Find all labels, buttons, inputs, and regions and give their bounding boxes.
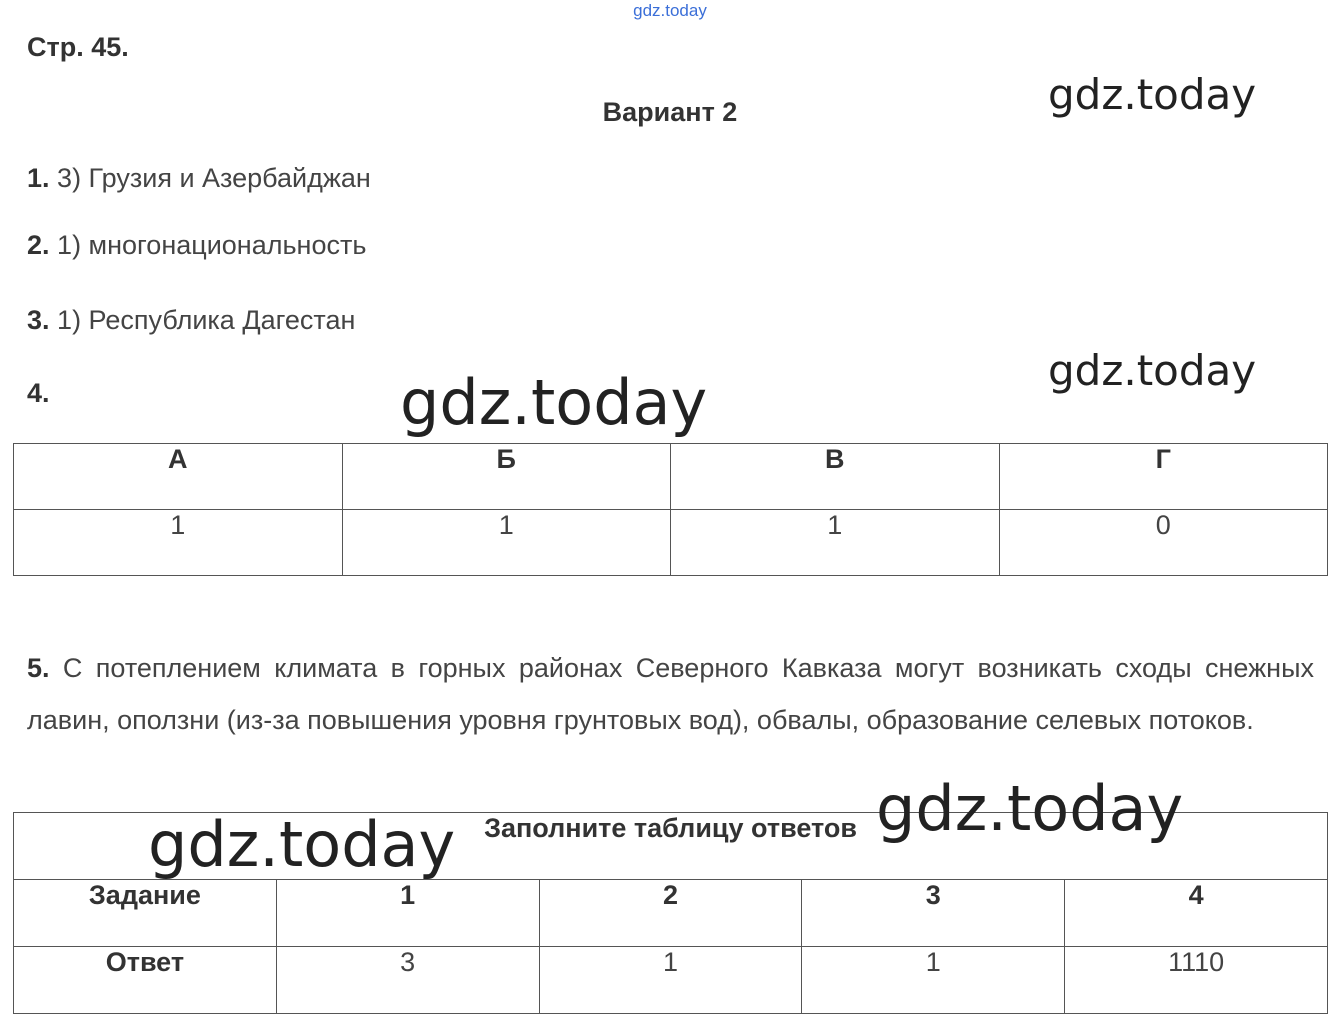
task4-value-g: 0 bbox=[999, 510, 1328, 576]
summary-task-1: 1 bbox=[276, 880, 539, 947]
task4-value-b: 1 bbox=[342, 510, 671, 576]
variant-heading: Вариант 2 bbox=[602, 97, 738, 127]
answer-3-number: 3. bbox=[27, 305, 50, 335]
summary-answer-1: 3 bbox=[276, 947, 539, 1014]
watermark-large-2: gdz.today bbox=[876, 772, 1184, 845]
answer-3-text: 1) Республика Дагестан bbox=[57, 305, 356, 335]
summary-answer-2: 1 bbox=[539, 947, 802, 1014]
answer-1-number: 1. bbox=[27, 163, 50, 193]
page-number: Стр. 45. bbox=[27, 32, 129, 62]
summary-answer-4: 1110 bbox=[1065, 947, 1328, 1014]
summary-row-header-answer: Ответ bbox=[14, 947, 277, 1014]
answer-4-number: 4. bbox=[27, 378, 50, 408]
summary-task-2: 2 bbox=[539, 880, 802, 947]
task4-value-row bbox=[14, 510, 1328, 576]
watermark-large-3: gdz.today bbox=[148, 808, 456, 881]
answer-1 bbox=[27, 163, 371, 194]
summary-row-header-task: Задание bbox=[14, 880, 277, 947]
answer-2-number: 2. bbox=[27, 230, 50, 260]
answer-5-text: С потеплением климата в горных районах Северного Кавказа могут возникать сходы снежных лавин, оползни (из-за повышения уровня грунтовых вод), обвалы, образование селевых потоков. bbox=[27, 653, 1314, 735]
task4-table bbox=[13, 443, 1328, 576]
watermark-right-1: gdz.today bbox=[1048, 70, 1257, 119]
task4-value-a: 1 bbox=[14, 510, 343, 576]
watermark-right-2: gdz.today bbox=[1048, 346, 1257, 395]
answer-2-text: 1) многонациональность bbox=[57, 230, 367, 260]
summary-answer-row bbox=[14, 947, 1328, 1014]
summary-task-4: 4 bbox=[1065, 880, 1328, 947]
task4-header-g: Г bbox=[999, 444, 1328, 510]
summary-answer-3: 1 bbox=[802, 947, 1065, 1014]
task4-header-row bbox=[14, 444, 1328, 510]
answer-4 bbox=[27, 378, 50, 409]
watermark-large-1: gdz.today bbox=[400, 366, 708, 439]
answer-5 bbox=[27, 642, 1314, 746]
task4-header-a: А bbox=[14, 444, 343, 510]
answer-5-number: 5. bbox=[27, 653, 50, 683]
answer-3 bbox=[27, 305, 355, 336]
summary-title: Заполните таблицу ответов bbox=[14, 813, 1328, 880]
summary-task-3: 3 bbox=[802, 880, 1065, 947]
summary-task-row bbox=[14, 880, 1328, 947]
task4-header-b: Б bbox=[342, 444, 671, 510]
watermark-small-top: gdz.today bbox=[633, 1, 707, 20]
answer-1-text: 3) Грузия и Азербайджан bbox=[57, 163, 371, 193]
task4-value-v: 1 bbox=[671, 510, 1000, 576]
answer-2 bbox=[27, 230, 366, 261]
task4-header-v: В bbox=[671, 444, 1000, 510]
